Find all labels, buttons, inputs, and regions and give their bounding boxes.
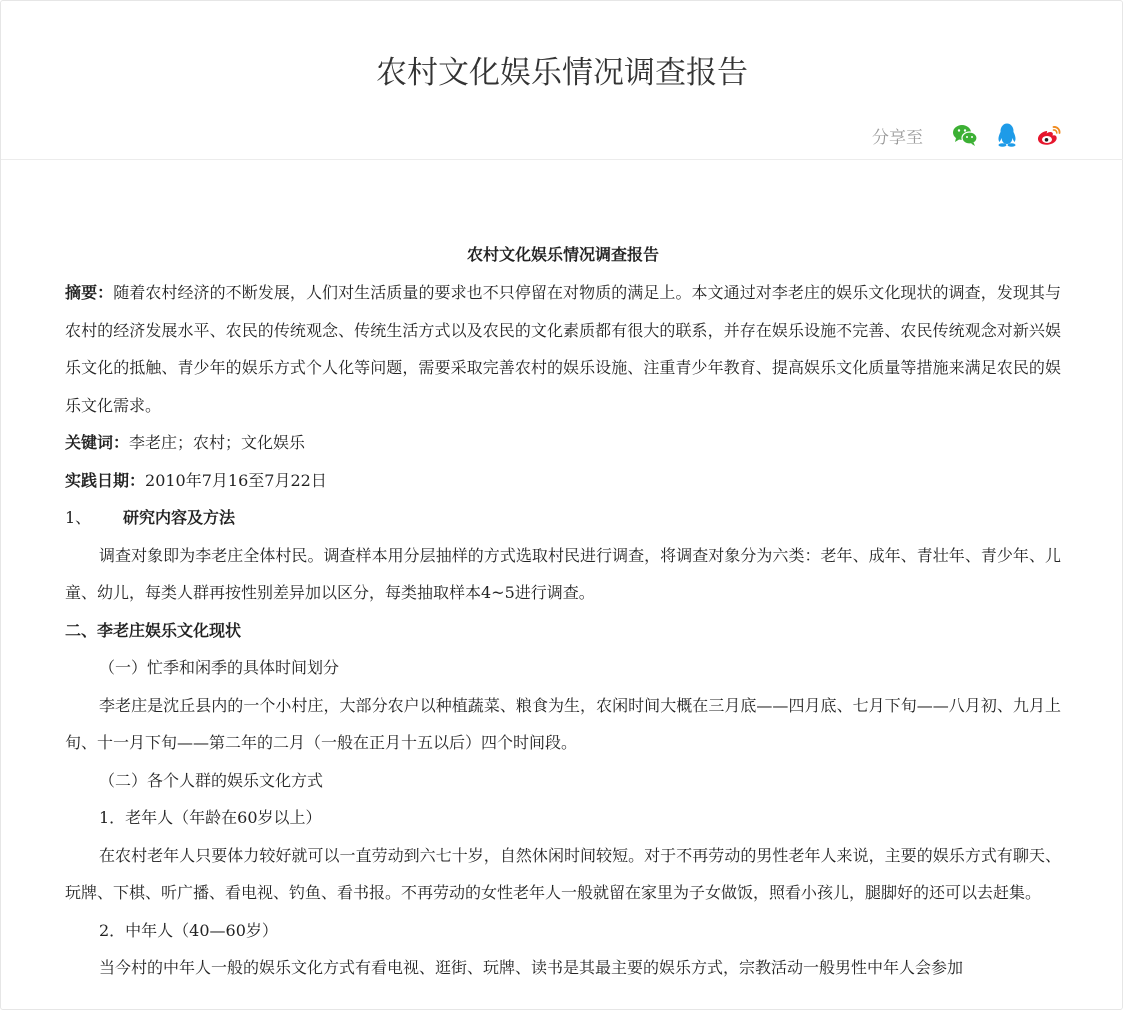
section1-paragraph: 调查对象即为李老庄全体村民。调查样本用分层抽样的方式选取村民进行调查，将调查对象分为六类：老年、成年、青壮年、青少年、儿童、幼儿，每类人群再按性别差异加以区分，每类抽取样本4~5进行调查。 (65, 545, 1061, 602)
page-header (1, 1, 1123, 160)
subsection2-heading: （二）各个人群的娱乐文化方式 (99, 770, 324, 790)
subsection1-paragraph: 李老庄是沈丘县内的一个小村庄，大部分农户以种植蔬菜、粮食为生，农闲时间大概在三月底——四月底、七月下旬——八月初、九月上旬、十一月下旬——第二年的二月（一般在正月十五以后）四个时间段。 (65, 695, 1061, 752)
share-bar (872, 121, 1063, 149)
section1-heading (65, 499, 1061, 537)
section1-title: 研究内容及方法 (123, 508, 236, 527)
date-line (65, 462, 1061, 500)
item1-heading: 1．老年人（年龄在60岁以上） (99, 808, 322, 827)
abstract-paragraph (65, 274, 1061, 424)
date-text: 2010年7月16至7月22日 (145, 470, 327, 490)
article-title: 农村文化娱乐情况调查报告 (466, 245, 659, 264)
item2-heading: 2．中年人（40—60岁） (99, 920, 278, 940)
wechat-icon[interactable] (951, 121, 979, 149)
keywords-line (65, 424, 1061, 462)
page-title: 农村文化娱乐情况调查报告 (376, 55, 748, 91)
abstract-label: 摘要： (65, 283, 114, 302)
share-label: 分享至 (872, 127, 923, 148)
section2-heading: 二、李老庄娱乐文化现状 (65, 620, 242, 640)
article-body (65, 236, 1061, 987)
date-label: 实践日期： (65, 470, 146, 490)
item1-paragraph: 在农村老年人只要体力较好就可以一直劳动到六七十岁，自然休闲时间较短。对于不再劳动的男性老年人来说，主要的娱乐方式有聊天、玩牌、下棋、听广播、看电视、钓鱼、看书报。不再劳动的女性老年人一般就留在家里为子女做饭，照看小孩儿，腿脚好的还可以去赶集。 (65, 845, 1061, 902)
item2-paragraph: 当今村的中年人一般的娱乐文化方式有看电视、逛街、玩牌、读书是其最主要的娱乐方式，宗教活动一般男性中年人会参加 (99, 958, 964, 977)
keywords-label: 关键词： (65, 433, 130, 452)
section1-number: 1、 (65, 508, 92, 527)
abstract-text: 随着农村经济的不断发展，人们对生活质量的要求也不只停留在对物质的满足上。本文通过对李老庄的娱乐文化现状的调查，发现其与农村的经济发展水平、农民的传统观念、传统生活方式以及农民的文化素质都有很大的联系，并存在娱乐设施不完善、农民传统观念对新兴娱乐文化的抵触、青少年的娱乐方式个人化等问题，需要采取完善农村的娱乐设施、注重青少年教育、提高娱乐文化质量等措施来满足农民的娱乐文化需求。 (65, 283, 1061, 415)
subsection1-heading: （一）忙季和闲季的具体时间划分 (99, 658, 340, 677)
qq-icon[interactable] (993, 121, 1021, 149)
keywords-text: 李老庄；农村；文化娱乐 (129, 433, 306, 452)
weibo-icon[interactable] (1035, 121, 1063, 149)
